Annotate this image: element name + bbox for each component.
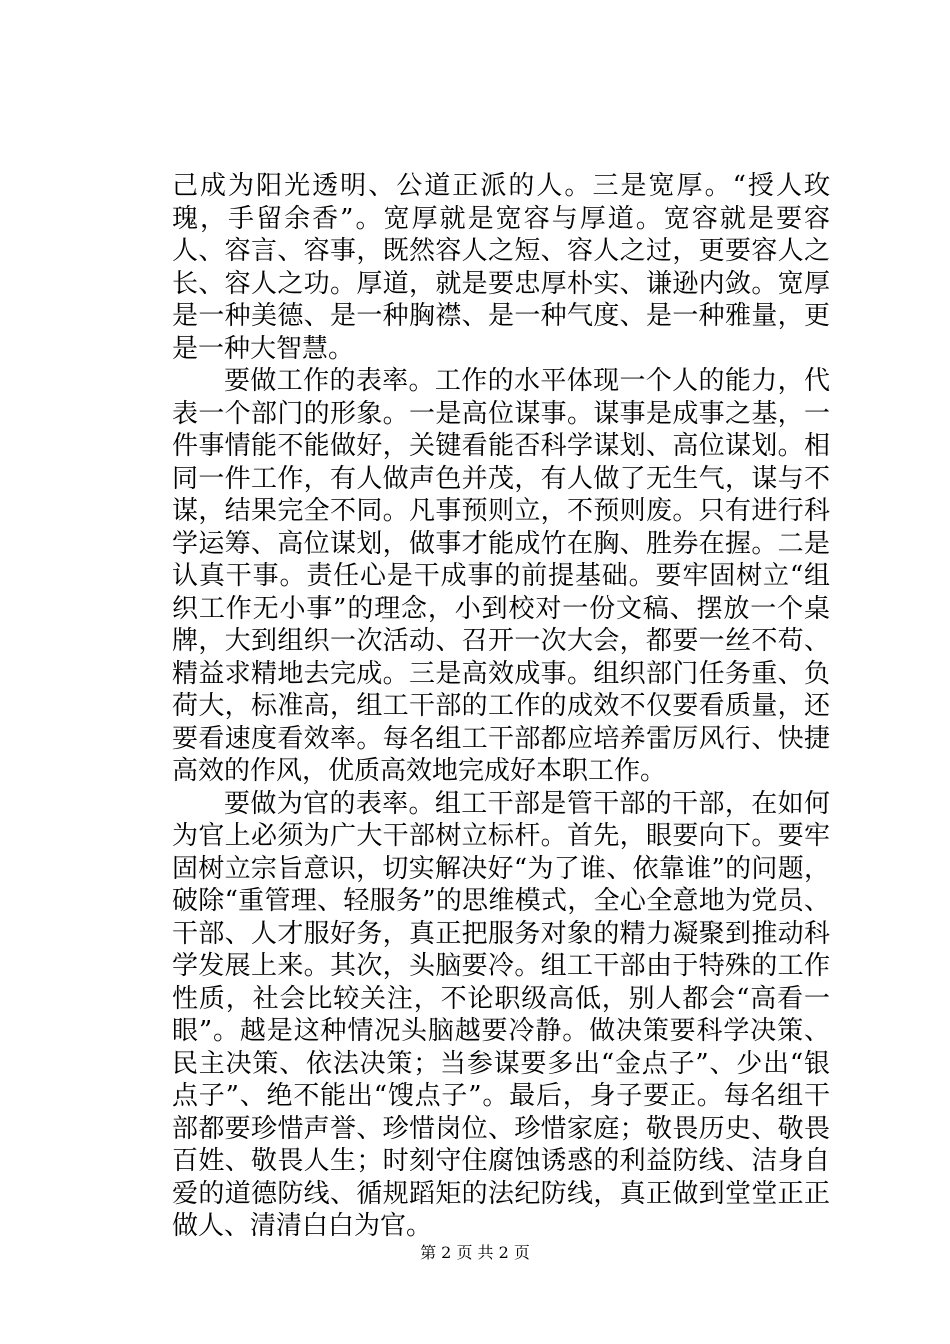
- paragraph-work-example: 要做工作的表率。工作的水平体现一个人的能力，代表一个部门的形象。一是高位谋事。谋事是成事之基，一件事情能不能做好，关键看能否科学谋划、高位谋划。相同一件工作，有人做声色并茂，有人做了无生气，谋与不谋，结果完全不同。凡事预则立，不预则废。只有进行科学运筹、高位谋划，做事才能成竹在胸、胜券在握。二是认真干事。责任心是干成事的前提基础。要牢固树立“组织工作无小事”的理念，小到校对一份文稿、摆放一个桌牌，大到组织一次活动、召开一次大会，都要一丝不苟、精益求精地去完成。三是高效成事。组织部门任务重、负荷大，标准高，组工干部的工作的成效不仅要看质量，还要看速度看效率。每名组工干部都应培养雷厉风行、快捷高效的作风，优质高效地完成好本职工作。: [172, 366, 830, 786]
- paragraph-continuation: 己成为阳光透明、公道正派的人。三是宽厚。“授人玫瑰，手留余香”。宽厚就是宽容与厚道。宽容就是要容人、容言、容事，既然容人之短、容人之过，更要容人之长、容人之功。厚道，就是要忠厚朴实、谦逊内敛。宽厚是一种美德、是一种胸襟、是一种气度、是一种雅量，更是一种大智慧。: [172, 171, 830, 364]
- document-body: [172, 170, 830, 1243]
- page-footer: 第 2 页 共 2 页: [420, 1243, 530, 1262]
- paragraph-official-example: 要做为官的表率。组工干部是管干部的干部，在如何为官上必须为广大干部树立标杆。首先，眼要向下。要牢固树立宗旨意识，切实解决好“为了谁、依靠谁”的问题，破除“重管理、轻服务”的思维模式，全心全意地为党员、干部、人才服好务，真正把服务对象的精力凝聚到推动科学发展上来。其次，头脑要冷。组工干部由于特殊的工作性质，社会比较关注，不论职级高低，别人都会“高看一眼”。越是这种情况头脑越要冷静。做决策要科学决策、民主决策、依法决策；当参谋要多出“金点子”、少出“银点子”、绝不能出“馊点子”。最后，身子要正。每名组干部都要珍惜声誉、珍惜岗位、珍惜家庭；敬畏历史、敬畏百姓、敬畏人生；时刻守住腐蚀诱惑的利益防线、洁身自爱的道德防线、循规蹈矩的法纪防线，真正做到堂堂正正做人、清清白白为官。: [172, 788, 830, 1241]
